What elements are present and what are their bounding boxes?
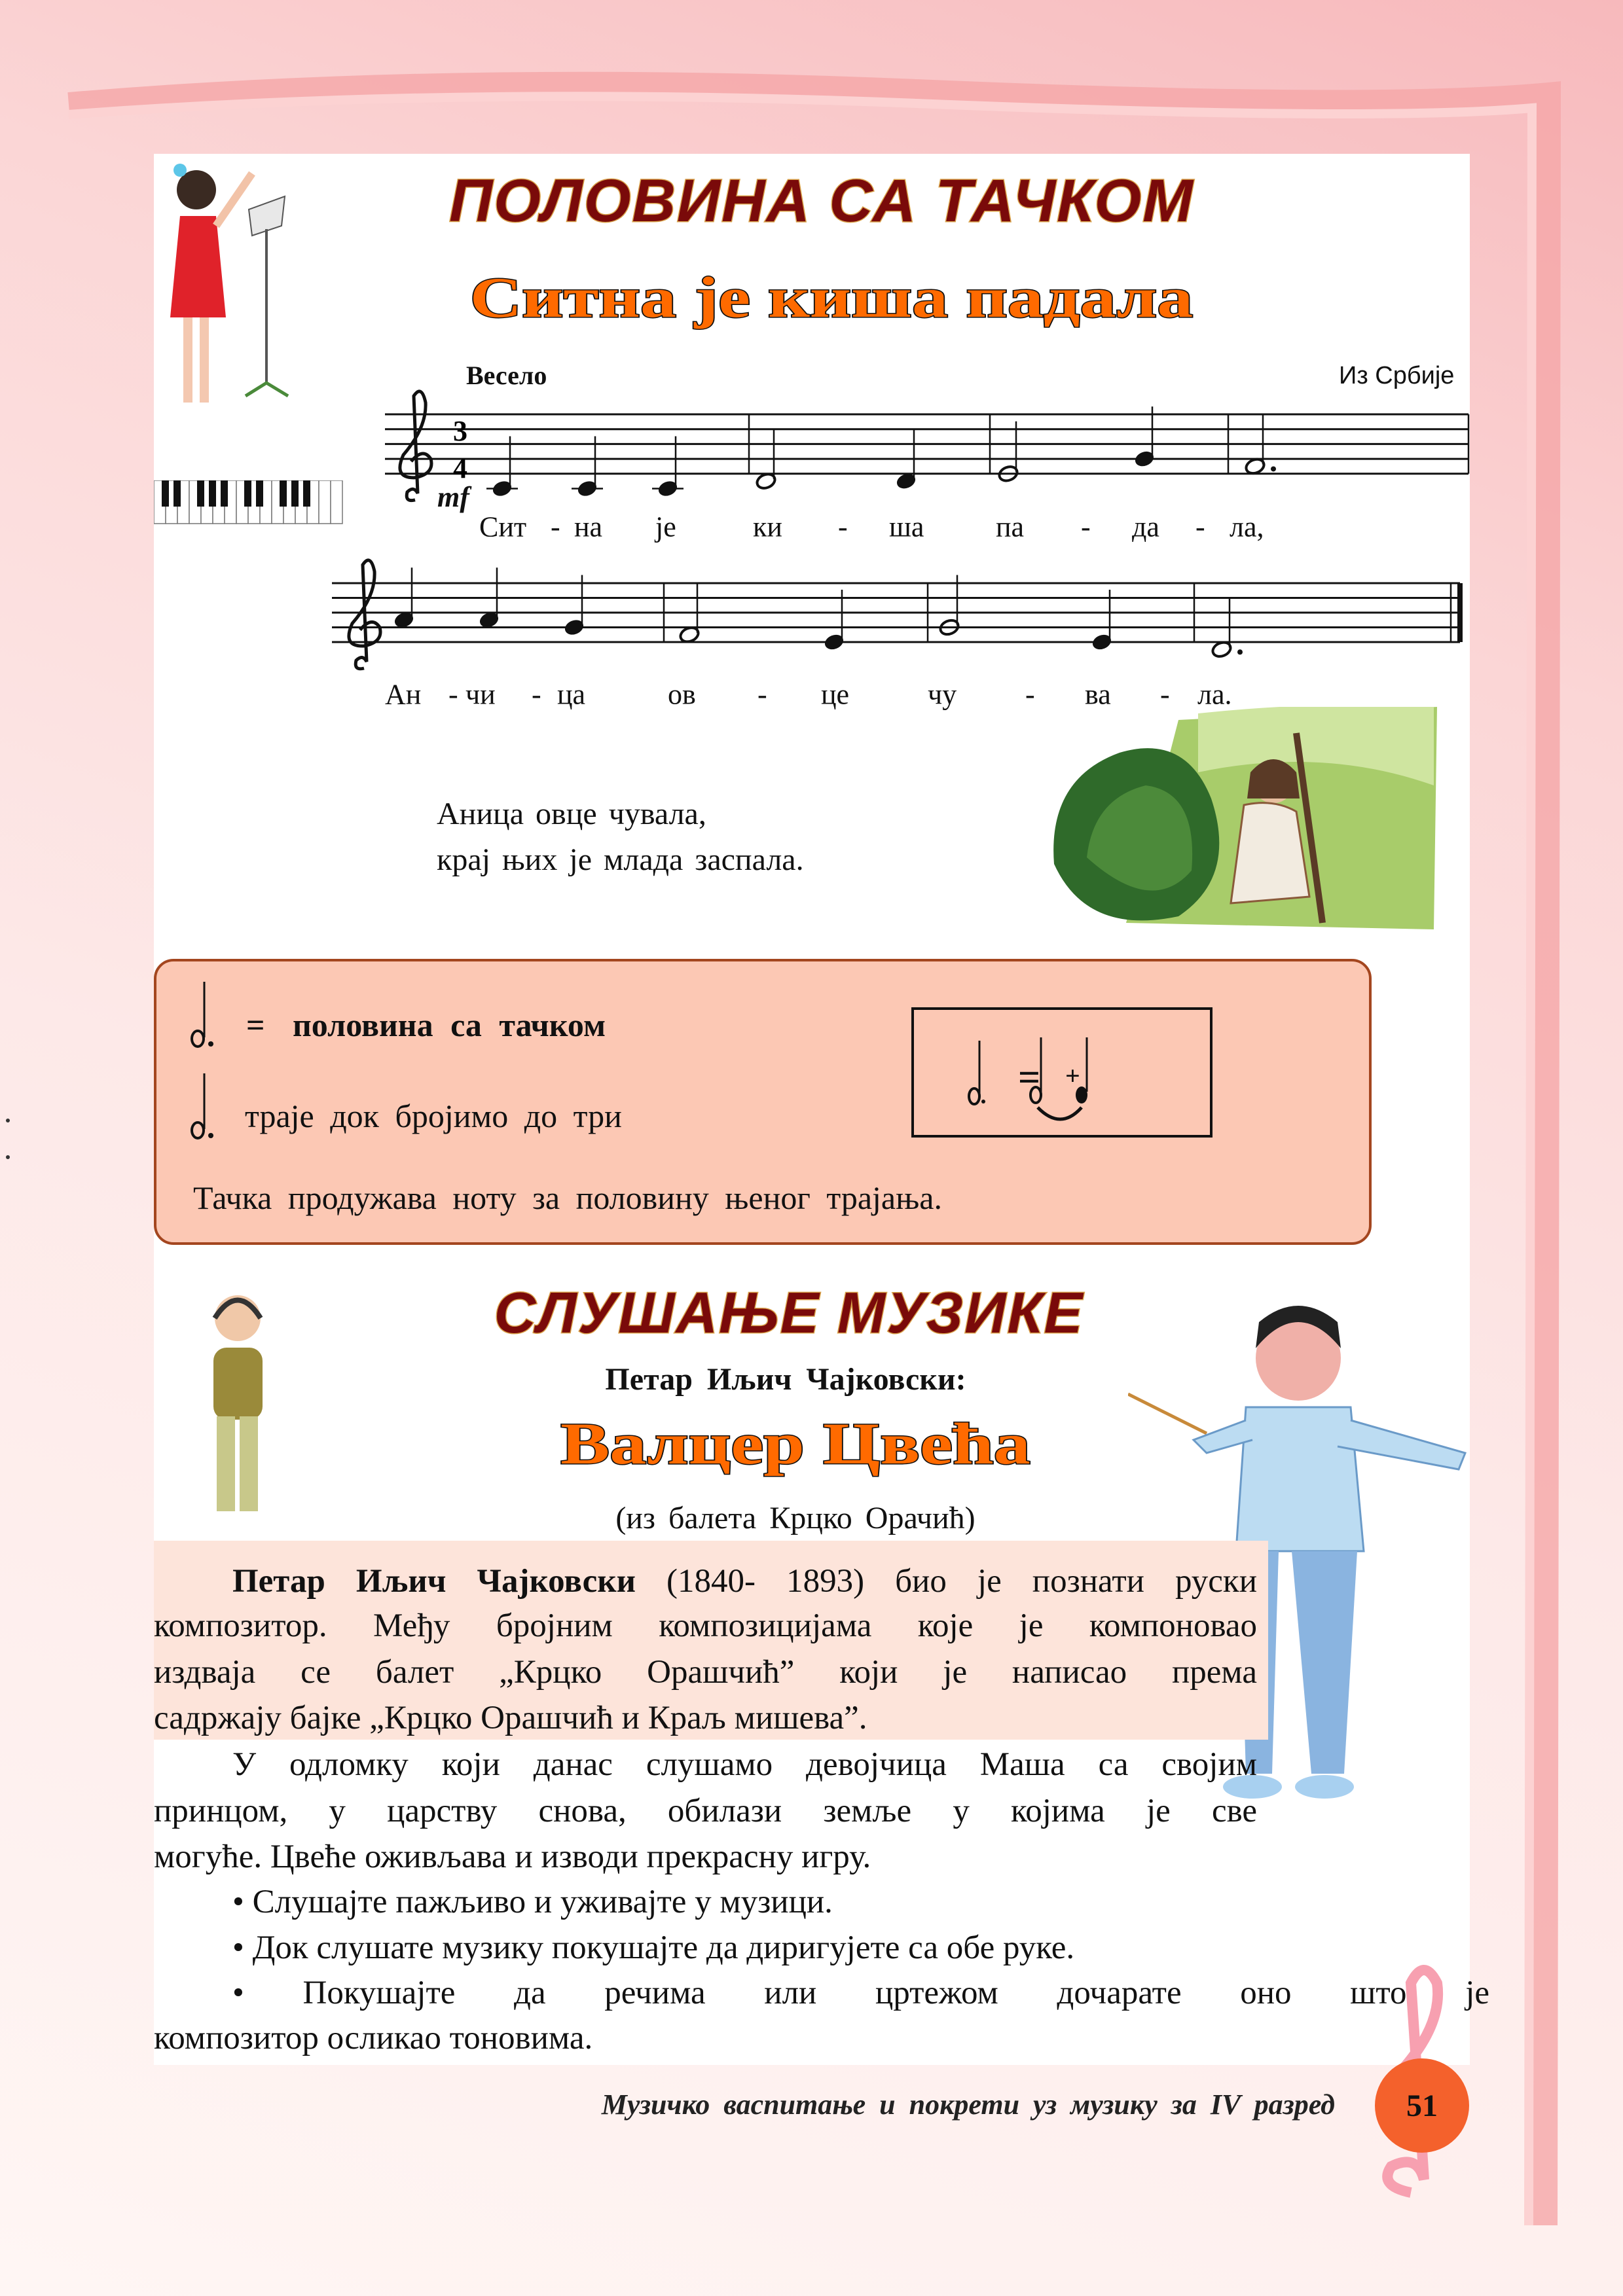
lyric-syllable: ца (557, 678, 586, 711)
lyric-syllable: Сит (479, 511, 527, 543)
lyric-hyphen: - (551, 511, 560, 543)
lyric-syllable: ки (753, 511, 782, 543)
composer-name: Петар Иљич Чајковски: (605, 1362, 966, 1397)
lyric-syllable: па (996, 511, 1025, 543)
paragraph-line: принцом, у царству снова, обилази земље у којима је све (154, 1793, 1257, 1829)
dotted-half-note-name: половина са тачком (293, 1007, 606, 1043)
lyric-hyphen: - (1160, 678, 1170, 711)
lesson-title: ПОЛОВИНА СА ТАЧКОМ (449, 168, 1194, 234)
paragraph-text: (1840- 1893) био је познати руски (635, 1563, 1257, 1600)
composer-bold-name: Петар Иљич Чајковски (232, 1563, 636, 1600)
lyric-syllable: це (821, 678, 850, 711)
lyric-hyphen: - (532, 678, 541, 711)
lyric-syllable: ва (1085, 678, 1111, 711)
song-origin: Из Србије (1339, 362, 1455, 389)
paragraph-line: композитор. Међу бројним композицијама које је компоновао (154, 1607, 1257, 1644)
duration-description: траје док бројимо до три (245, 1098, 622, 1134)
bullet-item: • Слушајте пажљиво и уживајте у музици. (232, 1884, 833, 1920)
paragraph-line: композитор осликао тоновима. (154, 2020, 593, 2056)
bullet-item: • Док слушате музику покушајте да диригујете са обе руке. (232, 1929, 1075, 1966)
piece-title: Валцер Цвећа (560, 1412, 1030, 1477)
lyric-hyphen: - (1195, 511, 1205, 543)
augmentation-dot (1237, 649, 1243, 655)
paragraph-line: У одломку који данас слушамо девојчица Маша са својим (232, 1746, 1257, 1783)
lyric-syllable: ла. (1197, 678, 1232, 711)
lyric-hyphen: - (838, 511, 848, 543)
lyric-syllable: ов (668, 678, 696, 711)
lyric-syllable: чу (928, 678, 957, 711)
lyric-hyphen: - (1025, 678, 1035, 711)
piece-source: (из балета Крцко Орачић) (615, 1501, 976, 1535)
tempo-marking: Весело (466, 361, 547, 390)
treble-clef-icon (400, 391, 431, 501)
treble-clef-icon (349, 560, 380, 669)
shepherd-girl-illustration (1048, 707, 1440, 939)
lyric-syllable: ла, (1230, 511, 1264, 543)
sheet-music (0, 0, 1623, 733)
dotted-half-note-icon (190, 978, 216, 1050)
lyric-syllable: је (655, 511, 676, 543)
lyric-syllable: чи (465, 678, 496, 711)
lyric-hyphen: - (1081, 511, 1091, 543)
dot-rule-description: Тачка продужава ноту за половину њеног трајања. (193, 1179, 942, 1216)
paragraph-line: издваја се балет „Крцко Орашчић” који је написао према (154, 1654, 1257, 1691)
dynamic-marking: mf (437, 481, 469, 513)
lyric-syllable: на (574, 511, 603, 543)
augmentation-dot (1271, 466, 1276, 471)
verse-line-2: крај њих је млада заспала. (437, 842, 804, 877)
paragraph-line: садржају бајке „Крцко Орашчић и Краљ мишева”. (154, 1700, 867, 1736)
time-signature-top: 3 (453, 415, 467, 447)
equation-plus: + (1065, 1061, 1080, 1090)
verse-line-1: Аница овце чувала, (437, 797, 706, 831)
page-number: 51 (1406, 2088, 1438, 2123)
lyric-syllable: Ан (385, 678, 422, 711)
listening-section-title: СЛУШАЊЕ МУЗИКЕ (494, 1280, 1084, 1345)
equals-sign: = (246, 1007, 265, 1043)
paragraph-line: могуће. Цвеће оживљава и изводи прекрасну игру. (154, 1839, 871, 1875)
page-number-badge (1375, 2058, 1469, 2153)
lyric-syllable: да (1132, 511, 1159, 543)
lyric-hyphen: - (448, 678, 458, 711)
dotted-half-note-icon (190, 1070, 216, 1142)
lyric-syllable: ша (889, 511, 924, 543)
song-title: Ситна је киша падала (469, 266, 1194, 330)
lyric-hyphen: - (757, 678, 767, 711)
time-signature-bottom: 4 (453, 452, 467, 484)
paragraph-line (154, 1558, 1257, 1604)
book-title-footer: Музичко васпитање и покрети уз музику за IV разред (601, 2089, 1335, 2121)
boy-with-headphones-illustration (191, 1289, 282, 1524)
equation-equals: = (1018, 1056, 1041, 1099)
bullet-item: • Покушајте да речима или цртежом дочарате оно што је (232, 1975, 1489, 2011)
